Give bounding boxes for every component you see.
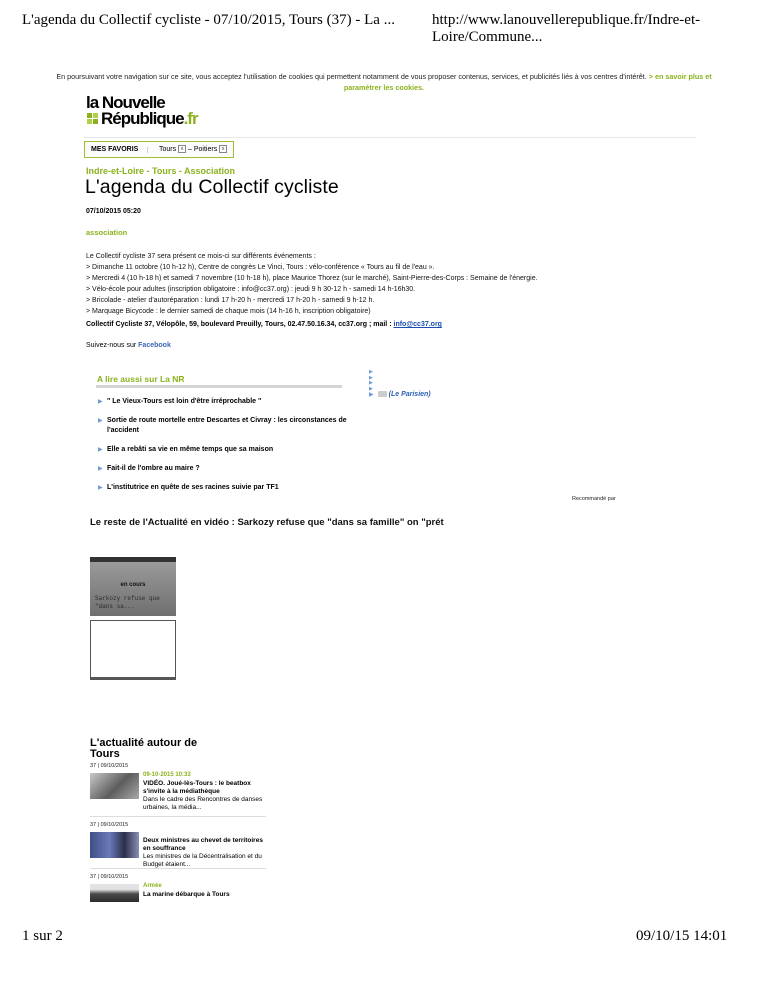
- related-item[interactable]: [98, 464, 373, 474]
- news-meta: 37 | 09/10/2015: [90, 822, 129, 828]
- bullet-arrow-icon[interactable]: ▶: [369, 380, 373, 386]
- site-logo[interactable]: [86, 94, 236, 132]
- news-headline[interactable]: La marine débarque à Tours: [143, 891, 230, 898]
- related-item[interactable]: [98, 483, 373, 493]
- article-body: [86, 251, 538, 318]
- news-text: [143, 780, 268, 812]
- bullet-arrow-icon[interactable]: ▶: [369, 385, 373, 392]
- news-time: 09-10-2015 10:33: [143, 772, 191, 778]
- news-thumbnail[interactable]: [90, 773, 139, 799]
- news-meta: 37 | 09/10/2015: [90, 763, 129, 769]
- article-tag[interactable]: association: [86, 228, 128, 237]
- news-separator: [90, 816, 266, 817]
- news-excerpt: Dans le cadre des Rencontres de danses urbaines, la média...: [143, 796, 263, 811]
- related-title: A lire aussi sur La NR: [97, 374, 185, 384]
- print-footer-page: 1 sur 2: [22, 928, 63, 944]
- cookie-notice-text: En poursuivant votre navigation sur ce site, vous acceptez l'utilisation de cookies qui permettent notamment de vous proposer contenus, services, et publicités liés à vos centres d'intérêt.: [56, 72, 647, 81]
- related-item-label: Fait-il de l'ombre au maire ?: [107, 465, 200, 472]
- favorites-divider: [147, 147, 148, 153]
- favorites-label: MES FAVORIS: [91, 146, 139, 153]
- news-text: [143, 891, 268, 899]
- partner-links-arrows: [369, 370, 373, 392]
- article-contact: [86, 321, 442, 328]
- news-text: [143, 837, 268, 869]
- cookie-settings-link[interactable]: > en savoir plus et paramétrer les cookies.: [343, 72, 712, 92]
- related-divider: [96, 385, 342, 388]
- header-divider: [84, 137, 696, 138]
- contact-text: Collectif Cycliste 37, Vélopôle, 59, boulevard Preuilly, Tours, 02.47.50.16.34, cc37.org ; mail :: [86, 321, 392, 328]
- logo-leaf-icon: [86, 109, 100, 125]
- remove-favorite-tours-icon[interactable]: x: [178, 145, 186, 153]
- favorite-tours[interactable]: Tours: [159, 146, 177, 153]
- print-header-title: L'agenda du Collectif cycliste - 07/10/2015, Tours (37) - La ...: [22, 12, 395, 28]
- article-paragraph: Le Collectif cycliste 37 sera présent ce mois-ci sur différents événements :: [86, 253, 316, 260]
- article-paragraph: > Dimanche 11 octobre (10 h-12 h), Centre de congrès Le Vinci, Tours : vélo-conférence « Tours au fil de l'eau ».: [86, 264, 435, 272]
- video-divider: [90, 678, 176, 680]
- follow-prefix: Suivez-nous sur: [86, 342, 137, 349]
- news-category: Armée: [143, 883, 162, 889]
- bullet-arrow-icon: ▶: [98, 485, 103, 491]
- print-header-url: http://www.lanouvellerepublique.fr/Indre-et-Loire/Commune...: [432, 12, 701, 45]
- bullet-arrow-icon: ▶: [98, 418, 103, 424]
- remove-favorite-poitiers-icon[interactable]: x: [219, 145, 227, 153]
- logo-line1: la Nouvelle: [86, 93, 165, 112]
- news-meta: 37 | 09/10/2015: [90, 874, 129, 880]
- favorite-poitiers[interactable]: – Poitiers: [188, 146, 218, 153]
- bullet-arrow-icon: ▶: [98, 466, 103, 472]
- article-paragraph: > Bricolade - atelier d'autoréparation : lundi 17 h-20 h - mercredi 17 h-20 h - samedi 9 h-12 h.: [86, 297, 375, 305]
- article-date: 07/10/2015 05:20: [86, 208, 141, 215]
- page-title: L'agenda du Collectif cycliste: [85, 176, 339, 198]
- favorites-items: [159, 142, 227, 157]
- news-thumbnail[interactable]: [90, 832, 139, 858]
- logo-line2: République: [101, 109, 184, 128]
- related-item-label: " Le Vieux-Tours est loin d'être irréprochable ": [107, 398, 262, 405]
- contact-mail-link[interactable]: info@cc37.org: [393, 321, 442, 328]
- news-separator: [90, 868, 266, 869]
- breadcrumb[interactable]: Indre-et-Loire - Tours - Association: [86, 166, 236, 176]
- cookie-notice: [40, 71, 728, 93]
- article-paragraph: > Marquage Bicycode : le dernier samedi de chaque mois (14 h-16 h, inscription obligatoire): [86, 308, 371, 316]
- local-news-item[interactable]: [90, 763, 266, 823]
- related-item[interactable]: [98, 445, 373, 455]
- facebook-link[interactable]: Facebook: [138, 342, 171, 349]
- news-headline[interactable]: Deux ministres au chevet de territoires en souffrance: [143, 837, 263, 852]
- bullet-arrow-icon[interactable]: ▶: [369, 374, 373, 381]
- video-player[interactable]: [90, 620, 176, 678]
- partner-source: (Le Parisien): [388, 391, 431, 398]
- local-news-item[interactable]: [90, 874, 266, 904]
- related-item-label: Elle a rebâti sa vie en même temps que sa maison: [107, 446, 274, 453]
- news-headline[interactable]: VIDÉO. Joué-lès-Tours : le beatbox s'invite à la médiathèque: [143, 780, 251, 795]
- follow-line: [86, 342, 171, 349]
- local-news-item[interactable]: [90, 822, 266, 874]
- favorites-bar: [84, 141, 234, 158]
- video-thumbnail[interactable]: [90, 562, 176, 616]
- article-paragraph: > Mercredi 4 (10 h-18 h) et samedi 7 novembre (10 h-18 h), place Maurice Thorez (sur le marché), Saint-Pierre-des-Corps : Semaine de l'énergie.: [86, 275, 538, 283]
- related-item-label: Sortie de route mortelle entre Descartes et Civray : les circonstances de l'accident: [107, 417, 347, 434]
- logo-suffix: .fr: [183, 109, 198, 128]
- video-caption: Sarkozy refuse que "dans sa...: [95, 595, 160, 610]
- recommended-by[interactable]: Recommandé par: [572, 496, 616, 502]
- bullet-arrow-icon: ▶: [369, 392, 374, 398]
- partner-link[interactable]: [369, 391, 431, 398]
- related-item[interactable]: [98, 397, 373, 407]
- video-status: en cours: [120, 582, 146, 588]
- article-paragraph: > Vélo-école pour adultes (inscription obligatoire : info@cc37.org) : jeudi 9 h 30-12 h - samedi 14 h-16h30.: [86, 286, 416, 294]
- related-item-label: L'institutrice en quête de ses racines suivie par TF1: [107, 484, 279, 491]
- bullet-arrow-icon: ▶: [98, 399, 103, 405]
- partner-thumbnail-icon: [378, 391, 387, 397]
- news-thumbnail[interactable]: [90, 884, 139, 902]
- related-item[interactable]: [98, 416, 373, 436]
- print-footer-datetime: 09/10/15 14:01: [636, 928, 728, 944]
- news-excerpt: Les ministres de la Décentralisation et du Budget étaient...: [143, 853, 262, 868]
- video-headline[interactable]: Le reste de l'Actualité en vidéo : Sarkozy refuse que "dans sa famille" on "prét: [90, 517, 444, 528]
- bullet-arrow-icon: ▶: [98, 447, 103, 453]
- local-news-title: L'actualité autour de Tours: [90, 737, 198, 760]
- bullet-arrow-icon[interactable]: ▶: [369, 369, 373, 375]
